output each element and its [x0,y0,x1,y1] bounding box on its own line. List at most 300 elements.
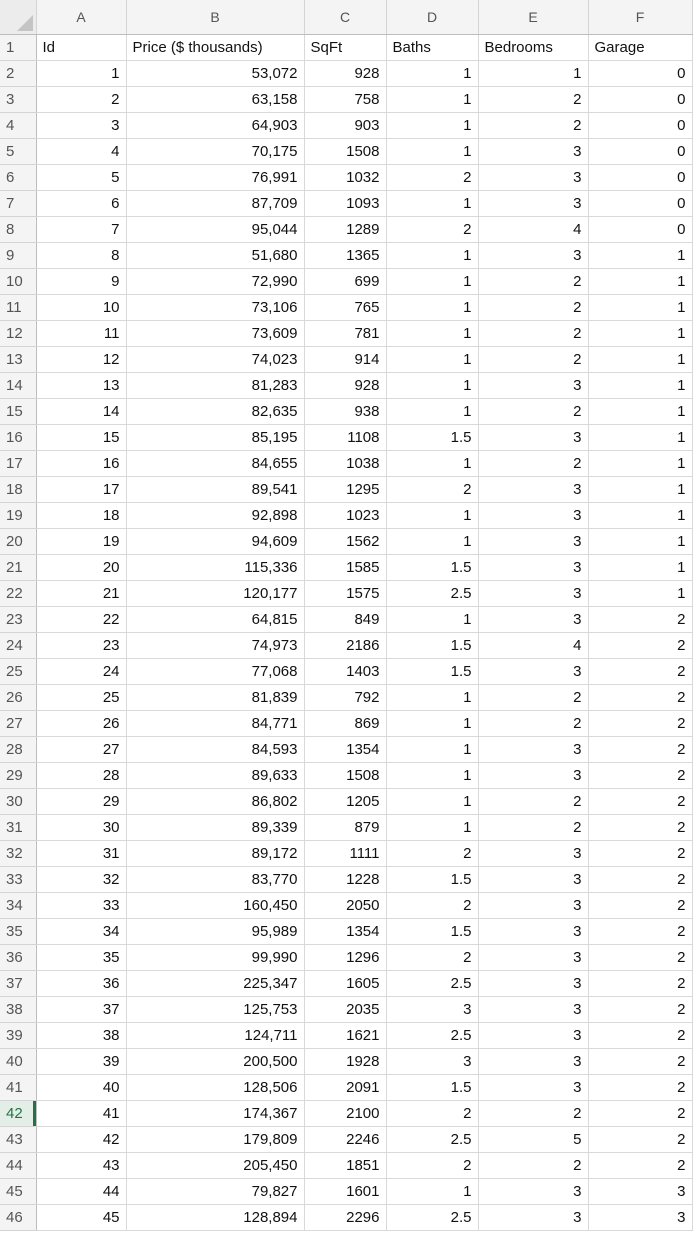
row-number[interactable]: 4 [0,113,36,139]
cell-bedrooms[interactable]: 3 [478,373,588,399]
row-number[interactable]: 3 [0,87,36,113]
cell-garage[interactable]: 2 [588,711,692,737]
cell-baths[interactable]: 2.5 [386,1127,478,1153]
cell-garage[interactable]: 0 [588,61,692,87]
cell-bedrooms[interactable]: 3 [478,529,588,555]
cell-baths[interactable]: 1 [386,763,478,789]
cell-bedrooms[interactable]: 2 [478,451,588,477]
cell-garage[interactable]: 1 [588,555,692,581]
row-number[interactable]: 39 [0,1023,36,1049]
cell-sqft[interactable]: 2035 [304,997,386,1023]
cell-price[interactable]: 86,802 [126,789,304,815]
cell-sqft[interactable]: 792 [304,685,386,711]
row-number[interactable]: 28 [0,737,36,763]
cell-price[interactable]: 84,771 [126,711,304,737]
cell-id[interactable]: 7 [36,217,126,243]
cell-sqft[interactable]: 928 [304,61,386,87]
cell-bedrooms[interactable]: 2 [478,815,588,841]
cell-baths[interactable]: 1.5 [386,633,478,659]
cell-price[interactable]: 89,633 [126,763,304,789]
cell-sqft[interactable]: 2100 [304,1101,386,1127]
row-number[interactable]: 25 [0,659,36,685]
header-cell-bedrooms[interactable]: Bedrooms [478,35,588,61]
cell-bedrooms[interactable]: 3 [478,737,588,763]
cell-price[interactable]: 225,347 [126,971,304,997]
cell-id[interactable]: 42 [36,1127,126,1153]
cell-price[interactable]: 77,068 [126,659,304,685]
cell-id[interactable]: 44 [36,1179,126,1205]
cell-baths[interactable]: 2.5 [386,581,478,607]
cell-garage[interactable]: 0 [588,113,692,139]
cell-garage[interactable]: 0 [588,139,692,165]
cell-sqft[interactable]: 1585 [304,555,386,581]
cell-bedrooms[interactable]: 4 [478,217,588,243]
cell-price[interactable]: 89,172 [126,841,304,867]
cell-id[interactable]: 1 [36,61,126,87]
cell-baths[interactable]: 2 [386,165,478,191]
row-number[interactable]: 16 [0,425,36,451]
cell-baths[interactable]: 1.5 [386,919,478,945]
row-number[interactable]: 1 [0,35,36,61]
cell-bedrooms[interactable]: 3 [478,763,588,789]
row-number[interactable]: 12 [0,321,36,347]
cell-price[interactable]: 128,894 [126,1205,304,1231]
cell-bedrooms[interactable]: 3 [478,555,588,581]
cell-bedrooms[interactable]: 2 [478,1153,588,1179]
cell-baths[interactable]: 1 [386,87,478,113]
row-number[interactable]: 5 [0,139,36,165]
cell-sqft[interactable]: 869 [304,711,386,737]
cell-price[interactable]: 89,541 [126,477,304,503]
cell-bedrooms[interactable]: 3 [478,425,588,451]
cell-bedrooms[interactable]: 2 [478,269,588,295]
cell-bedrooms[interactable]: 2 [478,1101,588,1127]
cell-baths[interactable]: 1 [386,321,478,347]
cell-bedrooms[interactable]: 2 [478,321,588,347]
cell-sqft[interactable]: 1205 [304,789,386,815]
cell-price[interactable]: 63,158 [126,87,304,113]
cell-price[interactable]: 94,609 [126,529,304,555]
cell-id[interactable]: 3 [36,113,126,139]
cell-garage[interactable]: 2 [588,659,692,685]
cell-garage[interactable]: 1 [588,581,692,607]
cell-price[interactable]: 115,336 [126,555,304,581]
cell-id[interactable]: 37 [36,997,126,1023]
cell-sqft[interactable]: 938 [304,399,386,425]
cell-price[interactable]: 81,283 [126,373,304,399]
row-number[interactable]: 30 [0,789,36,815]
cell-bedrooms[interactable]: 4 [478,633,588,659]
cell-price[interactable]: 125,753 [126,997,304,1023]
cell-bedrooms[interactable]: 2 [478,399,588,425]
cell-baths[interactable]: 1 [386,451,478,477]
cell-price[interactable]: 79,827 [126,1179,304,1205]
cell-garage[interactable]: 2 [588,737,692,763]
row-number[interactable]: 10 [0,269,36,295]
row-number[interactable]: 23 [0,607,36,633]
cell-id[interactable]: 36 [36,971,126,997]
cell-garage[interactable]: 0 [588,165,692,191]
cell-garage[interactable]: 3 [588,1205,692,1231]
cell-garage[interactable]: 2 [588,971,692,997]
cell-garage[interactable]: 2 [588,841,692,867]
cell-bedrooms[interactable]: 1 [478,61,588,87]
cell-price[interactable]: 73,609 [126,321,304,347]
cell-garage[interactable]: 2 [588,1127,692,1153]
cell-baths[interactable]: 2 [386,1153,478,1179]
cell-id[interactable]: 8 [36,243,126,269]
row-number[interactable]: 11 [0,295,36,321]
cell-id[interactable]: 20 [36,555,126,581]
cell-sqft[interactable]: 1354 [304,919,386,945]
cell-bedrooms[interactable]: 3 [478,581,588,607]
row-number[interactable]: 24 [0,633,36,659]
cell-id[interactable]: 38 [36,1023,126,1049]
row-number[interactable]: 44 [0,1153,36,1179]
cell-baths[interactable]: 2.5 [386,1205,478,1231]
cell-sqft[interactable]: 1403 [304,659,386,685]
cell-bedrooms[interactable]: 3 [478,477,588,503]
cell-price[interactable]: 120,177 [126,581,304,607]
cell-baths[interactable]: 1 [386,685,478,711]
cell-price[interactable]: 74,973 [126,633,304,659]
cell-garage[interactable]: 1 [588,477,692,503]
cell-baths[interactable]: 1.5 [386,1075,478,1101]
cell-bedrooms[interactable]: 3 [478,607,588,633]
row-number[interactable]: 32 [0,841,36,867]
cell-garage[interactable]: 2 [588,789,692,815]
cell-baths[interactable]: 2 [386,893,478,919]
cell-sqft[interactable]: 1621 [304,1023,386,1049]
cell-price[interactable]: 87,709 [126,191,304,217]
cell-bedrooms[interactable]: 3 [478,841,588,867]
cell-bedrooms[interactable]: 3 [478,1179,588,1205]
cell-id[interactable]: 24 [36,659,126,685]
column-header-b[interactable]: B [126,0,304,35]
cell-sqft[interactable]: 1108 [304,425,386,451]
cell-price[interactable]: 95,989 [126,919,304,945]
cell-sqft[interactable]: 1296 [304,945,386,971]
cell-garage[interactable]: 2 [588,1049,692,1075]
cell-id[interactable]: 39 [36,1049,126,1075]
row-number[interactable]: 27 [0,711,36,737]
cell-baths[interactable]: 1 [386,503,478,529]
cell-garage[interactable]: 2 [588,633,692,659]
row-number[interactable]: 36 [0,945,36,971]
cell-price[interactable]: 160,450 [126,893,304,919]
cell-sqft[interactable]: 928 [304,373,386,399]
cell-baths[interactable]: 1.5 [386,555,478,581]
cell-baths[interactable]: 1 [386,711,478,737]
cell-id[interactable]: 11 [36,321,126,347]
cell-sqft[interactable]: 1289 [304,217,386,243]
cell-price[interactable]: 174,367 [126,1101,304,1127]
cell-price[interactable]: 85,195 [126,425,304,451]
cell-sqft[interactable]: 879 [304,815,386,841]
cell-id[interactable]: 14 [36,399,126,425]
cell-garage[interactable]: 1 [588,529,692,555]
cell-price[interactable]: 124,711 [126,1023,304,1049]
cell-sqft[interactable]: 1508 [304,139,386,165]
header-cell-baths[interactable]: Baths [386,35,478,61]
row-number[interactable]: 20 [0,529,36,555]
cell-id[interactable]: 34 [36,919,126,945]
cell-baths[interactable]: 1 [386,113,478,139]
row-number[interactable]: 7 [0,191,36,217]
cell-baths[interactable]: 1 [386,269,478,295]
row-number[interactable]: 2 [0,61,36,87]
cell-garage[interactable]: 1 [588,269,692,295]
cell-bedrooms[interactable]: 3 [478,503,588,529]
row-number[interactable]: 40 [0,1049,36,1075]
cell-baths[interactable]: 2.5 [386,971,478,997]
cell-sqft[interactable]: 2186 [304,633,386,659]
cell-garage[interactable]: 2 [588,1075,692,1101]
cell-bedrooms[interactable]: 3 [478,1023,588,1049]
cell-baths[interactable]: 2 [386,1101,478,1127]
cell-bedrooms[interactable]: 2 [478,295,588,321]
cell-garage[interactable]: 2 [588,919,692,945]
cell-id[interactable]: 40 [36,1075,126,1101]
cell-garage[interactable]: 2 [588,607,692,633]
cell-price[interactable]: 92,898 [126,503,304,529]
cell-sqft[interactable]: 1228 [304,867,386,893]
cell-garage[interactable]: 1 [588,503,692,529]
cell-bedrooms[interactable]: 3 [478,165,588,191]
row-number[interactable]: 17 [0,451,36,477]
cell-baths[interactable]: 1 [386,815,478,841]
cell-id[interactable]: 29 [36,789,126,815]
cell-bedrooms[interactable]: 2 [478,347,588,373]
header-cell-sqft[interactable]: SqFt [304,35,386,61]
row-number[interactable]: 15 [0,399,36,425]
cell-sqft[interactable]: 765 [304,295,386,321]
cell-id[interactable]: 43 [36,1153,126,1179]
cell-garage[interactable]: 2 [588,685,692,711]
cell-sqft[interactable]: 1038 [304,451,386,477]
cell-id[interactable]: 45 [36,1205,126,1231]
row-number[interactable]: 26 [0,685,36,711]
row-number[interactable]: 29 [0,763,36,789]
row-number[interactable]: 35 [0,919,36,945]
cell-baths[interactable]: 1 [386,529,478,555]
cell-baths[interactable]: 2 [386,945,478,971]
row-number[interactable]: 45 [0,1179,36,1205]
cell-garage[interactable]: 0 [588,191,692,217]
cell-bedrooms[interactable]: 3 [478,867,588,893]
cell-baths[interactable]: 1.5 [386,659,478,685]
cell-baths[interactable]: 3 [386,1049,478,1075]
cell-bedrooms[interactable]: 3 [478,139,588,165]
cell-id[interactable]: 5 [36,165,126,191]
cell-id[interactable]: 35 [36,945,126,971]
cell-price[interactable]: 84,655 [126,451,304,477]
cell-id[interactable]: 31 [36,841,126,867]
cell-sqft[interactable]: 2246 [304,1127,386,1153]
cell-bedrooms[interactable]: 5 [478,1127,588,1153]
header-cell-garage[interactable]: Garage [588,35,692,61]
cell-baths[interactable]: 3 [386,997,478,1023]
cell-id[interactable]: 21 [36,581,126,607]
cell-garage[interactable]: 1 [588,295,692,321]
cell-baths[interactable]: 1 [386,191,478,217]
cell-price[interactable]: 179,809 [126,1127,304,1153]
cell-id[interactable]: 22 [36,607,126,633]
row-number[interactable]: 14 [0,373,36,399]
cell-price[interactable]: 200,500 [126,1049,304,1075]
cell-id[interactable]: 23 [36,633,126,659]
cell-bedrooms[interactable]: 3 [478,191,588,217]
cell-garage[interactable]: 2 [588,763,692,789]
cell-baths[interactable]: 1 [386,737,478,763]
cell-id[interactable]: 26 [36,711,126,737]
cell-id[interactable]: 25 [36,685,126,711]
column-header-c[interactable]: C [304,0,386,35]
cell-baths[interactable]: 2 [386,217,478,243]
row-number[interactable]: 13 [0,347,36,373]
cell-sqft[interactable]: 1365 [304,243,386,269]
cell-id[interactable]: 16 [36,451,126,477]
cell-price[interactable]: 64,815 [126,607,304,633]
cell-baths[interactable]: 1 [386,139,478,165]
cell-garage[interactable]: 2 [588,1023,692,1049]
cell-sqft[interactable]: 1295 [304,477,386,503]
cell-id[interactable]: 33 [36,893,126,919]
cell-garage[interactable]: 0 [588,217,692,243]
cell-baths[interactable]: 1 [386,347,478,373]
cell-sqft[interactable]: 1508 [304,763,386,789]
cell-garage[interactable]: 1 [588,425,692,451]
select-all-corner[interactable] [0,0,36,35]
cell-garage[interactable]: 2 [588,945,692,971]
cell-sqft[interactable]: 2296 [304,1205,386,1231]
cell-price[interactable]: 72,990 [126,269,304,295]
cell-id[interactable]: 4 [36,139,126,165]
cell-bedrooms[interactable]: 2 [478,87,588,113]
cell-price[interactable]: 84,593 [126,737,304,763]
cell-baths[interactable]: 1 [386,243,478,269]
row-number[interactable]: 8 [0,217,36,243]
cell-sqft[interactable]: 1354 [304,737,386,763]
cell-garage[interactable]: 1 [588,321,692,347]
row-number[interactable]: 34 [0,893,36,919]
row-number[interactable]: 41 [0,1075,36,1101]
cell-garage[interactable]: 2 [588,1101,692,1127]
cell-sqft[interactable]: 699 [304,269,386,295]
cell-price[interactable]: 99,990 [126,945,304,971]
cell-id[interactable]: 18 [36,503,126,529]
cell-bedrooms[interactable]: 3 [478,1205,588,1231]
row-number[interactable]: 31 [0,815,36,841]
cell-bedrooms[interactable]: 3 [478,971,588,997]
cell-price[interactable]: 70,175 [126,139,304,165]
cell-price[interactable]: 76,991 [126,165,304,191]
cell-baths[interactable]: 1 [386,1179,478,1205]
cell-price[interactable]: 51,680 [126,243,304,269]
cell-price[interactable]: 73,106 [126,295,304,321]
cell-bedrooms[interactable]: 3 [478,659,588,685]
row-number[interactable]: 18 [0,477,36,503]
column-header-d[interactable]: D [386,0,478,35]
cell-sqft[interactable]: 1928 [304,1049,386,1075]
row-number[interactable]: 38 [0,997,36,1023]
cell-id[interactable]: 15 [36,425,126,451]
cell-sqft[interactable]: 914 [304,347,386,373]
cell-baths[interactable]: 2 [386,841,478,867]
cell-sqft[interactable]: 758 [304,87,386,113]
cell-baths[interactable]: 1 [386,789,478,815]
cell-id[interactable]: 27 [36,737,126,763]
cell-bedrooms[interactable]: 2 [478,789,588,815]
row-number[interactable]: 9 [0,243,36,269]
cell-id[interactable]: 17 [36,477,126,503]
cell-garage[interactable]: 2 [588,867,692,893]
row-number[interactable]: 46 [0,1205,36,1231]
cell-garage[interactable]: 3 [588,1179,692,1205]
cell-bedrooms[interactable]: 3 [478,243,588,269]
cell-sqft[interactable]: 1023 [304,503,386,529]
cell-id[interactable]: 10 [36,295,126,321]
cell-baths[interactable]: 2 [386,477,478,503]
cell-baths[interactable]: 1 [386,373,478,399]
cell-price[interactable]: 53,072 [126,61,304,87]
row-number[interactable]: 37 [0,971,36,997]
row-number[interactable]: 6 [0,165,36,191]
cell-bedrooms[interactable]: 3 [478,997,588,1023]
cell-garage[interactable]: 1 [588,451,692,477]
cell-id[interactable]: 2 [36,87,126,113]
cell-price[interactable]: 95,044 [126,217,304,243]
cell-sqft[interactable]: 1851 [304,1153,386,1179]
cell-sqft[interactable]: 1093 [304,191,386,217]
cell-bedrooms[interactable]: 3 [478,945,588,971]
column-header-a[interactable]: A [36,0,126,35]
cell-bedrooms[interactable]: 2 [478,113,588,139]
cell-price[interactable]: 83,770 [126,867,304,893]
cell-sqft[interactable]: 849 [304,607,386,633]
cell-price[interactable]: 82,635 [126,399,304,425]
cell-bedrooms[interactable]: 2 [478,711,588,737]
cell-sqft[interactable]: 1575 [304,581,386,607]
cell-bedrooms[interactable]: 3 [478,919,588,945]
cell-sqft[interactable]: 1601 [304,1179,386,1205]
cell-bedrooms[interactable]: 3 [478,1075,588,1101]
cell-garage[interactable]: 2 [588,815,692,841]
cell-sqft[interactable]: 781 [304,321,386,347]
cell-price[interactable]: 74,023 [126,347,304,373]
row-number[interactable]: 43 [0,1127,36,1153]
cell-sqft[interactable]: 2091 [304,1075,386,1101]
cell-id[interactable]: 28 [36,763,126,789]
cell-garage[interactable]: 0 [588,87,692,113]
cell-baths[interactable]: 1 [386,607,478,633]
cell-price[interactable]: 81,839 [126,685,304,711]
cell-garage[interactable]: 1 [588,373,692,399]
cell-bedrooms[interactable]: 3 [478,1049,588,1075]
cell-baths[interactable]: 1 [386,295,478,321]
cell-sqft[interactable]: 1562 [304,529,386,555]
cell-id[interactable]: 30 [36,815,126,841]
cell-garage[interactable]: 1 [588,399,692,425]
cell-baths[interactable]: 1 [386,61,478,87]
cell-id[interactable]: 13 [36,373,126,399]
cell-baths[interactable]: 2.5 [386,1023,478,1049]
cell-id[interactable]: 41 [36,1101,126,1127]
row-number[interactable]: 21 [0,555,36,581]
cell-bedrooms[interactable]: 3 [478,893,588,919]
cell-garage[interactable]: 1 [588,347,692,373]
row-number[interactable]: 19 [0,503,36,529]
